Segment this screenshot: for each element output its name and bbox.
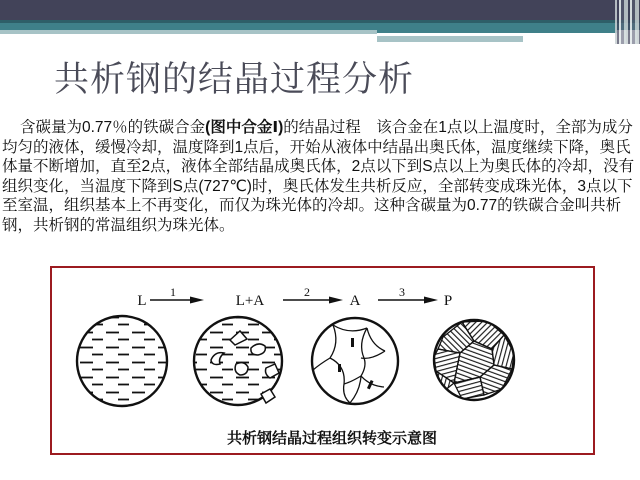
header-accent-pale-right <box>377 36 523 42</box>
microstructure-circle-liquid <box>77 316 167 406</box>
header-bar-teal <box>0 23 640 30</box>
microstructure-circle-liquid-austenite <box>194 317 282 405</box>
body-text-bold-alloy: (图中合金Ⅰ) <box>205 119 284 136</box>
header-corner-stripes <box>615 0 640 44</box>
body-text-lead: 含碳量为0.77％的铁碳合金 <box>20 119 206 136</box>
figure-diagram <box>52 268 593 453</box>
slide-title: 共析钢的结晶过程分析 <box>54 60 415 99</box>
step-arrow-1-head <box>190 297 204 304</box>
body-paragraph <box>2 118 638 235</box>
body-text-rest: 的结晶过程 该合金在1点以上温度时，全部为成分均匀的液体，缓慢冷却，温度降到1点后，开始从液体中结晶出奥氏体，温度继续下降，奥氏体量不断增加，直至2点，液体全部结晶成奥氏体，2点以下到S点以上为奥氏体的冷却，没有组织变化，当温度下降到S点(727℃)时，奥氏体发生共析反应，全部转变成珠光体，3点以下至室温，组织基本上不再变化，而仅为珠光体的冷却。这种含碳量为0.77的铁碳合金叫共析钢，共析钢的常温组织为珠光体。 <box>2 119 635 234</box>
stage-label-liquid: L <box>137 293 147 309</box>
microstructure-circle-austenite <box>312 318 398 404</box>
figure-caption: 共析钢结晶过程组织转变示意图 <box>226 430 438 447</box>
step-label-1: 1 <box>170 285 176 299</box>
step-label-3: 3 <box>399 285 405 299</box>
step-label-2: 2 <box>304 285 310 299</box>
step-arrow-3-head <box>424 297 438 304</box>
stage-label-liquid-austenite: L+A <box>235 293 265 309</box>
step-arrow-2-head <box>329 297 343 304</box>
microstructure-circle-pearlite <box>432 320 514 400</box>
header-bar-navy <box>0 0 640 20</box>
stage-label-austenite: A <box>349 293 361 309</box>
header-accent-pale-left <box>0 30 377 34</box>
header-bar-teal-extension <box>377 30 617 33</box>
stage-label-pearlite: P <box>443 293 453 309</box>
figure-box <box>50 266 595 455</box>
